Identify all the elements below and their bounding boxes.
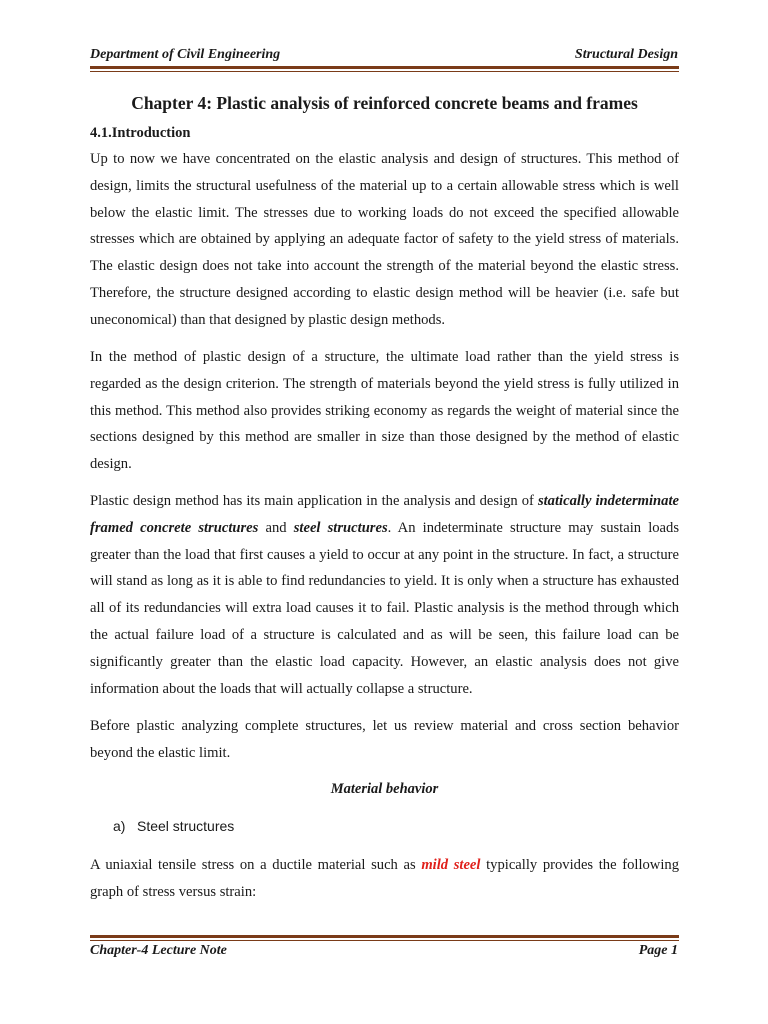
- section-heading: 4.1.Introduction: [90, 125, 191, 141]
- chapter-title: Chapter 4: Plastic analysis of reinforced concrete beams and frames: [131, 93, 638, 113]
- header-course: Structural Design: [574, 47, 678, 62]
- header-rule-thin: [90, 71, 679, 72]
- footer-rule-thick: [90, 935, 679, 938]
- list-item-text: Steel structures: [137, 818, 235, 834]
- footer-rule-thin: [90, 940, 679, 941]
- list-item-steel-structures: [113, 818, 234, 834]
- paragraph-3-emphasis-2: steel structures: [293, 519, 388, 536]
- paragraph-5-highlight: mild steel: [421, 857, 481, 873]
- paragraph-1: Up to now we have concentrated on the elastic analysis and design of structures. This method of design, limits the structural usefulness of the material up to a certain allowable stress which is well below the elastic limit. The stresses due to working loads do not exceed the specified allowable stresses which are obtained by applying an adequate factor of safety to the yield stress of materials. The elastic design does not take into account the strength of the material beyond the elastic stress. Therefore, the structure designed according to elastic design method will be heavier (i.e. safe but uneconomical) than that designed by plastic design methods.: [90, 151, 679, 328]
- paragraph-2: In the method of plastic design of a structure, the ultimate load rather than the yield stress is regarded as the design criterion. The strength of materials beyond the yield stress is fully utilized in this method. This method also provides striking economy as regards the weight of material since the sections designed by this method are smaller in size than those designed by the method of elastic design.: [90, 349, 679, 473]
- paragraph-4: Before plastic analyzing complete structures, let us review material and cross section behavior beyond the elastic limit.: [90, 718, 679, 761]
- paragraph-5-text-1: A uniaxial tensile stress on a ductile material such as: [90, 857, 422, 873]
- subheading-material-behavior: Material behavior: [330, 781, 439, 797]
- header-department: Department of Civil Engineering: [90, 47, 281, 62]
- paragraph-5: [90, 852, 679, 906]
- paragraph-3: [90, 488, 679, 702]
- paragraph-3-text-2: and: [258, 519, 294, 536]
- paragraph-5-text-2: typically provides the following graph of stress versus strain:: [90, 857, 679, 900]
- paragraph-3-text-3: . An indeterminate structure may sustain loads greater than the load that first causes a yield to occur at any point in the structure. In fact, a structure will stand as long as it is able to find redundancies to yield. It is only when a structure has exhausted all of its redundancies will extra load causes it to fail. Plastic analysis is the method through which the actual failure load of a structure is calculated and as will be seen, this failure load can be significantly greater than the elastic load capacity. However, an elastic analysis does not give information about the loads that will actually collapse a structure.: [90, 519, 680, 697]
- paragraph-3-emphasis-1: statically indeterminate framed concrete structures: [90, 493, 679, 536]
- footer-page-number: Page 1: [638, 943, 678, 958]
- header-rule-thick: [90, 66, 679, 69]
- paragraph-3-text-1: Plastic design method has its main application in the analysis and design of: [90, 493, 538, 509]
- footer-note: Chapter-4 Lecture Note: [90, 943, 227, 958]
- page-header: [90, 47, 678, 67]
- list-marker: a): [113, 818, 126, 834]
- page-footer: [90, 943, 678, 963]
